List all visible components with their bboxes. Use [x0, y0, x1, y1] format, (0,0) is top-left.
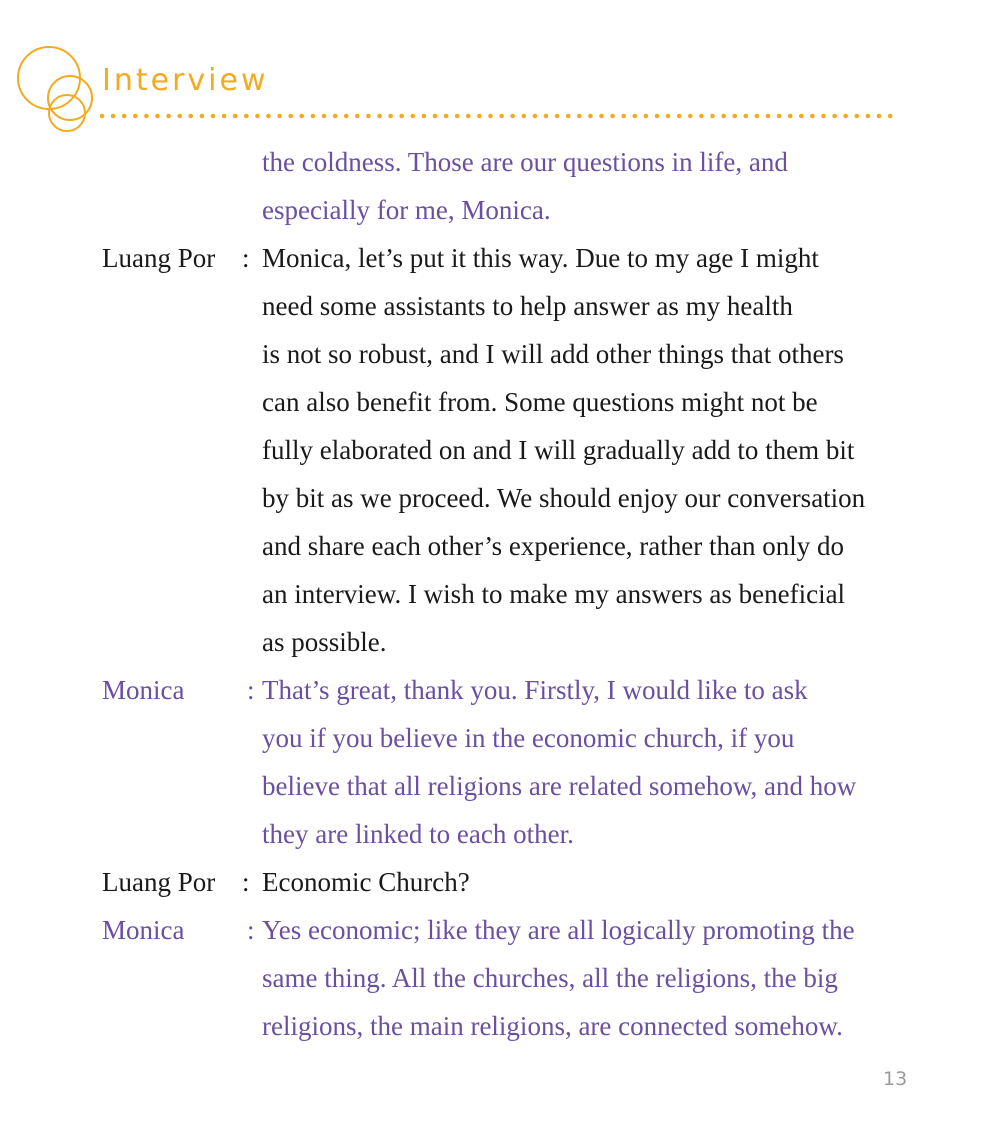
divider-dot	[233, 114, 238, 119]
divider-dot	[621, 114, 626, 119]
speaker-name: Monica	[102, 675, 185, 705]
divider-dot	[411, 114, 416, 119]
dialogue-line: as possible.	[262, 627, 387, 657]
dialogue-line: Yes economic; like they are all logically promoting the	[262, 915, 855, 945]
divider-dot	[344, 114, 349, 119]
divider-dot	[189, 114, 194, 119]
divider-dot	[655, 114, 660, 119]
dialogue-line: an interview. I wish to make my answers as beneficial	[262, 579, 846, 609]
divider-dot	[144, 114, 149, 119]
divider-dot	[677, 114, 682, 119]
divider-dot	[488, 114, 493, 119]
dialogue-line: you if you believe in the economic church, if you	[262, 723, 795, 753]
divider-dot	[721, 114, 726, 119]
dialogue-line: same thing. All the churches, all the religions, the big	[262, 963, 838, 993]
divider-dot	[288, 114, 293, 119]
dialogue-line: is not so robust, and I will add other things that others	[262, 339, 844, 369]
overlapping-circles-icon	[12, 40, 102, 135]
divider-dot	[422, 114, 427, 119]
divider-dot	[777, 114, 782, 119]
divider-dot	[333, 114, 338, 119]
divider-dot	[311, 114, 316, 119]
divider-dot	[577, 114, 582, 119]
dialogue-line: by bit as we proceed. We should enjoy our conversation	[262, 483, 866, 513]
divider-dot	[100, 114, 105, 119]
speaker-colon: :	[247, 915, 255, 945]
divider-dot	[599, 114, 604, 119]
divider-dot	[455, 114, 460, 119]
divider-dot	[277, 114, 282, 119]
divider-dot	[255, 114, 260, 119]
divider-dot	[821, 114, 826, 119]
divider-dot	[810, 114, 815, 119]
divider-dot	[688, 114, 693, 119]
dialogue-line: and share each other’s experience, rather than only do	[262, 531, 844, 561]
dialogue-line: need some assistants to help answer as my health	[262, 291, 793, 321]
dotted-divider	[98, 110, 908, 122]
divider-dot	[855, 114, 860, 119]
divider-dot	[588, 114, 593, 119]
speaker-name: Monica	[102, 915, 185, 945]
divider-dot	[566, 114, 571, 119]
divider-dot	[222, 114, 227, 119]
divider-dot	[843, 114, 848, 119]
divider-dot	[122, 114, 127, 119]
divider-dot	[877, 114, 882, 119]
divider-dot	[666, 114, 671, 119]
divider-dot	[177, 114, 182, 119]
divider-dot	[133, 114, 138, 119]
divider-dot	[832, 114, 837, 119]
divider-dot	[155, 114, 160, 119]
divider-dot	[466, 114, 471, 119]
dialogue-line: especially for me, Monica.	[262, 195, 551, 225]
dialogue-line: fully elaborated on and I will gradually add to them bit	[262, 435, 855, 465]
speaker-colon: :	[242, 243, 250, 273]
divider-dot	[866, 114, 871, 119]
section-title: Interview	[102, 63, 269, 98]
divider-dot	[166, 114, 171, 119]
divider-dot	[522, 114, 527, 119]
divider-dot	[200, 114, 205, 119]
divider-dot	[399, 114, 404, 119]
divider-dot	[555, 114, 560, 119]
divider-dot	[444, 114, 449, 119]
dialogue-line: Monica, let’s put it this way. Due to my age I might	[262, 243, 819, 273]
divider-dot	[322, 114, 327, 119]
dialogue-line: That’s great, thank you. Firstly, I would like to ask	[262, 675, 808, 705]
dialogue-line: believe that all religions are related somehow, and how	[262, 771, 857, 801]
divider-dot	[388, 114, 393, 119]
page-number: 13	[883, 1068, 908, 1090]
dialogue-line: they are linked to each other.	[262, 819, 574, 849]
speaker-name: Luang Por	[102, 243, 216, 273]
divider-dot	[732, 114, 737, 119]
divider-dot	[477, 114, 482, 119]
divider-dot	[744, 114, 749, 119]
divider-dot	[633, 114, 638, 119]
divider-dot	[499, 114, 504, 119]
divider-dot	[533, 114, 538, 119]
divider-dot	[755, 114, 760, 119]
dialogue-line: the coldness. Those are our questions in life, and	[262, 147, 788, 177]
divider-dot	[300, 114, 305, 119]
divider-dot	[266, 114, 271, 119]
speaker-name: Luang Por	[102, 867, 216, 897]
divider-dot	[211, 114, 216, 119]
divider-dot	[544, 114, 549, 119]
divider-dot	[788, 114, 793, 119]
speaker-colon: :	[247, 675, 255, 705]
divider-dot	[377, 114, 382, 119]
divider-dot	[244, 114, 249, 119]
divider-dot	[433, 114, 438, 119]
divider-dot	[710, 114, 715, 119]
divider-dot	[111, 114, 116, 119]
divider-dot	[644, 114, 649, 119]
dialogue-line: can also benefit from. Some questions might not be	[262, 387, 818, 417]
divider-dot	[799, 114, 804, 119]
divider-dot	[888, 114, 893, 119]
divider-dot	[766, 114, 771, 119]
page-header	[0, 0, 1000, 140]
dialogue-line: religions, the main religions, are connected somehow.	[262, 1011, 843, 1041]
divider-dot	[610, 114, 615, 119]
dialogue-line: Economic Church?	[262, 867, 470, 897]
divider-dot	[366, 114, 371, 119]
speaker-colon: :	[242, 867, 250, 897]
divider-dot	[510, 114, 515, 119]
divider-dot	[699, 114, 704, 119]
divider-dot	[355, 114, 360, 119]
